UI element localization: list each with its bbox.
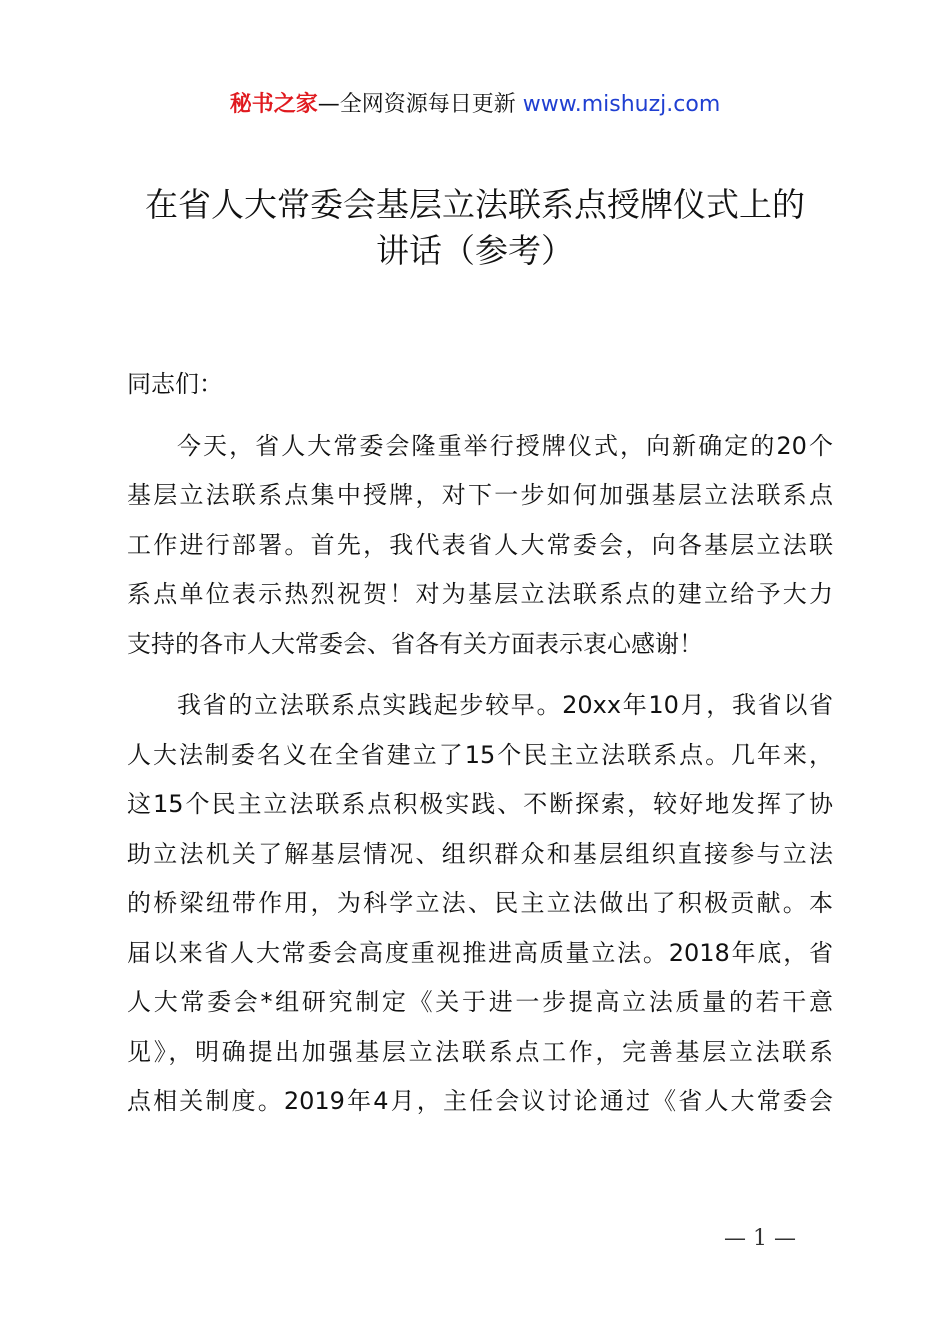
paragraph-line: 这15个民主立法联系点积极实践、不断探索，较好地发挥了协 [127, 790, 833, 818]
salutation: 同志们： [127, 370, 223, 398]
brand-name: 秘书之家 [229, 92, 318, 117]
title-line-2: 讲话（参考） [376, 231, 574, 270]
paragraph-line: 届以来省人大常委会高度重视推进高质量立法。2018年底，省 [127, 938, 833, 967]
site-url: www.mishuzj.com [522, 92, 721, 117]
paragraph-line: 今天，省人大常委会隆重举行授牌仪式，向新确定的20个 [177, 431, 833, 460]
document-body [127, 360, 833, 1139]
paragraph-1 [127, 422, 833, 670]
paragraph-line: 见》，明确提出加强基层立法联系点工作，完善基层立法联系 [127, 1037, 833, 1066]
paragraph-line: 基层立法联系点集中授牌，对下一步如何加强基层立法联系点 [127, 481, 833, 509]
paragraph-line: 工作进行部署。首先，我代表省人大常委会，向各基层立法联 [127, 530, 833, 559]
paragraph-line: 的桥梁纽带作用，为科学立法、民主立法做出了积极贡献。本 [127, 889, 833, 917]
document-title [100, 182, 850, 274]
page-number: — 1 — [724, 1226, 796, 1251]
brand-tagline: —全网资源每日更新 [317, 92, 523, 117]
paragraph-line: 系点单位表示热烈祝贺！对为基层立法联系点的建立给予大力 [127, 580, 833, 608]
paragraph-2 [127, 681, 833, 1127]
paragraph-line: 点相关制度。2019年4月，主任会议讨论通过《省人大常委会 [127, 1087, 833, 1115]
paragraph-line: 支持的各市人大常委会、省各有关方面表示衷心感谢！ [127, 629, 703, 658]
paragraph-line: 我省的立法联系点实践起步较早。20xx年10月，我省以省 [177, 691, 833, 719]
paragraph-line: 助立法机关了解基层情况、组织群众和基层组织直接参与立法 [127, 839, 833, 868]
title-line-1: 在省人大常委会基层立法联系点授牌仪式上的 [145, 185, 805, 224]
paragraph-line: 人大法制委名义在全省建立了15个民主立法联系点。几年来， [127, 740, 833, 769]
site-watermark-header [0, 88, 950, 122]
paragraph-line: 人大常委会*组研究制定《关于进一步提高立法质量的若干意 [127, 988, 833, 1016]
